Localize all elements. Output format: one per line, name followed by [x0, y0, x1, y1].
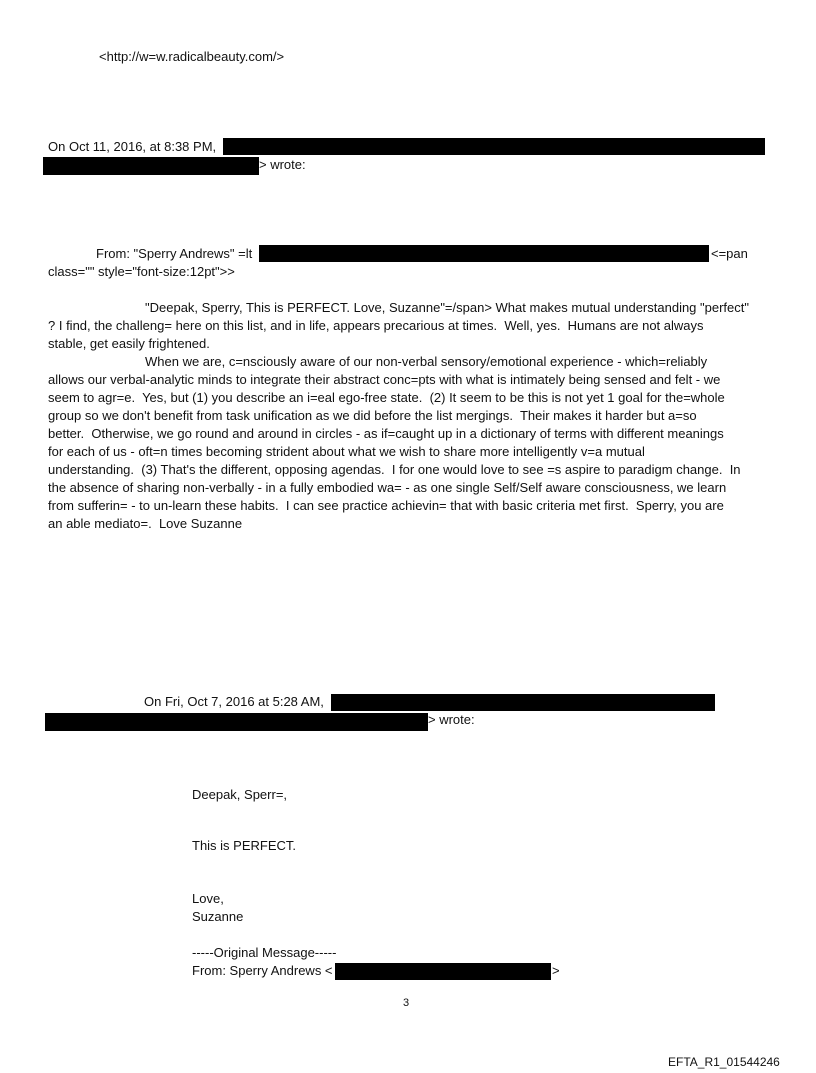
from-line-prefix: From: "Sperry Andrews" =lt	[96, 246, 253, 261]
redaction-bar	[331, 694, 715, 711]
from-line-suffix: <=pan	[711, 246, 748, 261]
quoted-closing: Love,	[192, 891, 224, 906]
redaction-bar	[335, 963, 551, 980]
redaction-bar	[259, 245, 709, 262]
redaction-bar	[223, 138, 765, 155]
reply-2-prefix: On Fri, Oct 7, 2016 at 5:28 AM,	[144, 694, 324, 709]
paragraph-1-first-line: "Deepak, Sperry, This is PERFECT. Love, Suzanne"=/span> What makes mutual understanding "perfect"	[145, 300, 749, 315]
redaction-bar	[45, 713, 428, 731]
paragraph-1: ? I find, the challeng= here on this list, and in life, appears precarious at times. Well, yes. Humans are not always stable, get easily frightened.	[48, 318, 704, 351]
quoted-from-prefix: From: Sperry Andrews <	[192, 963, 333, 978]
paragraph-2: allows our verbal-analytic minds to integrate their abstract conc=pts with what is intimately being sensed and felt - we seem to agr=e. Yes, but (1) you describe an i=eal ego-free state. (2) It seem to be this is not yet 1 goal for the=whole group so we don't benefit from task unification as we did before the list mergings. Their makes it harder but a=so better. Otherwise, we go round and around in circles - as if=caught up in a dictionary of terms with different meanings for each of us - oft=n times becoming strident about what we wish to share more intelligently v=a mutual understanding. (3) That's the different, opposing agendas. I for one would love to see =s aspire to paradigm change. In the absence of sharing non-verbally - in a fully embodied wa= - as one single Self/Self aware consciousness, we learn from sufferin= - to un-learn these habits. I can see practice achievin= that with basic criteria met first. Sperry, you are an able mediato=. Love Suzanne	[48, 372, 741, 531]
quoted-from-suffix: >	[552, 963, 560, 978]
reply-1-wrote: > wrote:	[259, 157, 306, 172]
reply-1-prefix: On Oct 11, 2016, at 8:38 PM,	[48, 139, 217, 154]
document-id: EFTA_R1_01544246	[668, 1055, 780, 1069]
reply-2-wrote: > wrote:	[428, 712, 475, 727]
redaction-bar	[43, 157, 259, 175]
quoted-signature: Suzanne	[192, 909, 244, 924]
paragraph-2-first-line: When we are, c=nsciously aware of our non-verbal sensory/emotional experience - which=reliably	[145, 354, 708, 369]
quoted-greeting: Deepak, Sperr=,	[192, 787, 288, 802]
from-line-2: class="" style="font-size:12pt">>	[48, 264, 235, 279]
page-number: 3	[403, 997, 410, 1009]
original-message-divider: -----Original Message-----	[192, 945, 337, 960]
header-link: <http://w=w.radicalbeauty.com/>	[99, 49, 285, 64]
quoted-line: This is PERFECT.	[192, 838, 297, 853]
